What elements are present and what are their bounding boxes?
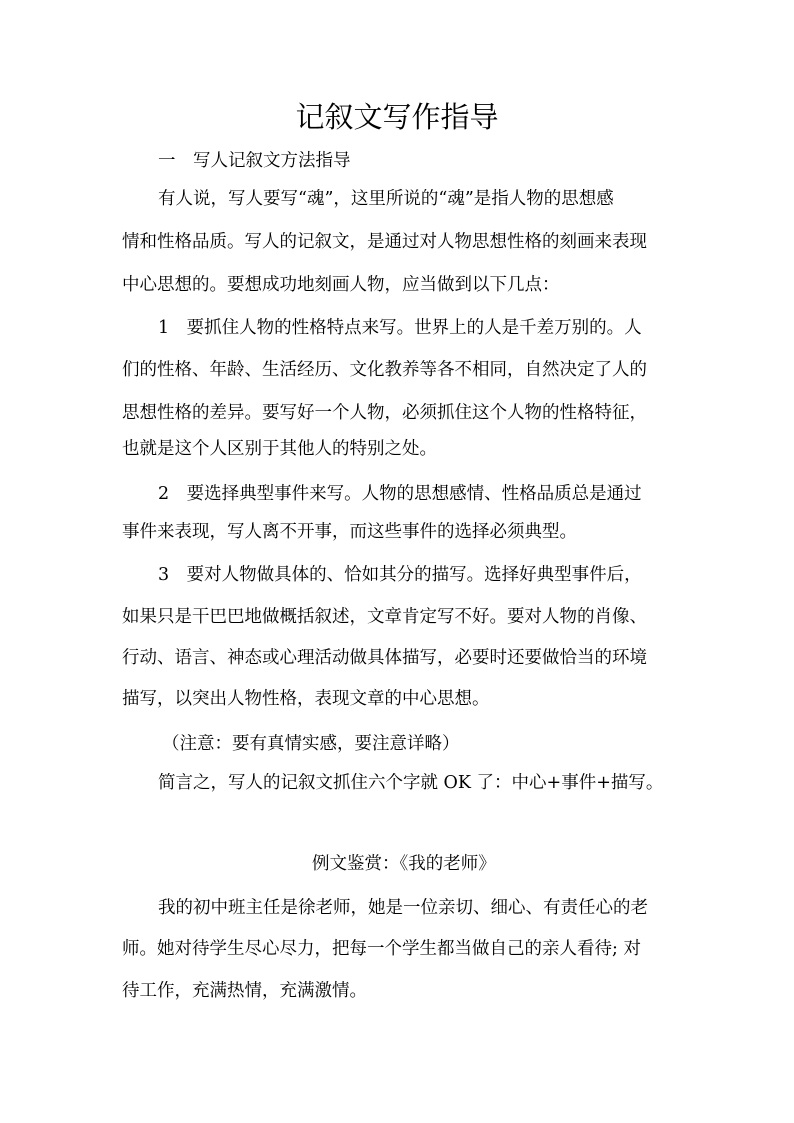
document-title: 记叙文写作指导 — [295, 100, 499, 134]
point3-line-2: 如果只是干巴巴地做概括叙述，文章肯定写不好。要对人物的肖像、 — [122, 607, 647, 627]
example-line-3: 待工作，充满热情，充满激情。 — [122, 981, 367, 1001]
example-heading: 例文鉴赏：《我的老师》 — [312, 854, 496, 874]
example-line-1: 我的初中班主任是徐老师，她是一位亲切、细心、有责任心的老 — [158, 898, 648, 918]
point3-line-1: 3 要对人物做具体的、恰如其分的描写。选择好典型事件后， — [158, 565, 642, 585]
intro-line-1: 有人说，写人要写“魂”，这里所说的“魂”是指人物的思想感 — [158, 189, 614, 209]
point2-line-1: 2 要选择典型事件来写。人物的思想感情、性格品质总是通过 — [158, 484, 642, 504]
point3-line-4: 描写，以突出人物性格，表现文章的中心思想。 — [122, 689, 490, 709]
point2-line-2: 事件来表现，写人离不开事，而这些事件的选择必须典型。 — [122, 522, 577, 542]
point3-line-3: 行动、语言、神态或心理活动做具体描写，必要时还要做恰当的环境 — [122, 648, 647, 668]
point1-line-2: 们的性格、年龄、生活经历、文化教养等各不相同，自然决定了人的 — [122, 360, 647, 380]
point1-line-3: 思想性格的差异。要写好一个人物，必须抓住这个人物的性格特征， — [122, 403, 647, 423]
point1-line-4: 也就是这个人区别于其他人的特别之处。 — [122, 439, 437, 459]
summary-line: 简言之，写人的记叙文抓住六个字就 OK 了：中心+事件+描写。 — [158, 773, 664, 793]
intro-line-3: 中心思想的。要想成功地刻画人物，应当做到以下几点： — [122, 275, 560, 295]
intro-line-2: 情和性格品质。写人的记叙文，是通过对人物思想性格的刻画来表现 — [122, 232, 647, 252]
section-heading: 一 写人记叙文方法指导 — [158, 151, 351, 171]
example-line-2: 师。她对待学生尽心尽力，把每一个学生都当做自己的亲人看待; 对 — [122, 939, 641, 959]
point1-line-1: 1 要抓住人物的性格特点来写。世界上的人是千差万别的。人 — [158, 318, 642, 338]
note-line: （注意：要有真情实感，要注意详略） — [162, 734, 460, 754]
